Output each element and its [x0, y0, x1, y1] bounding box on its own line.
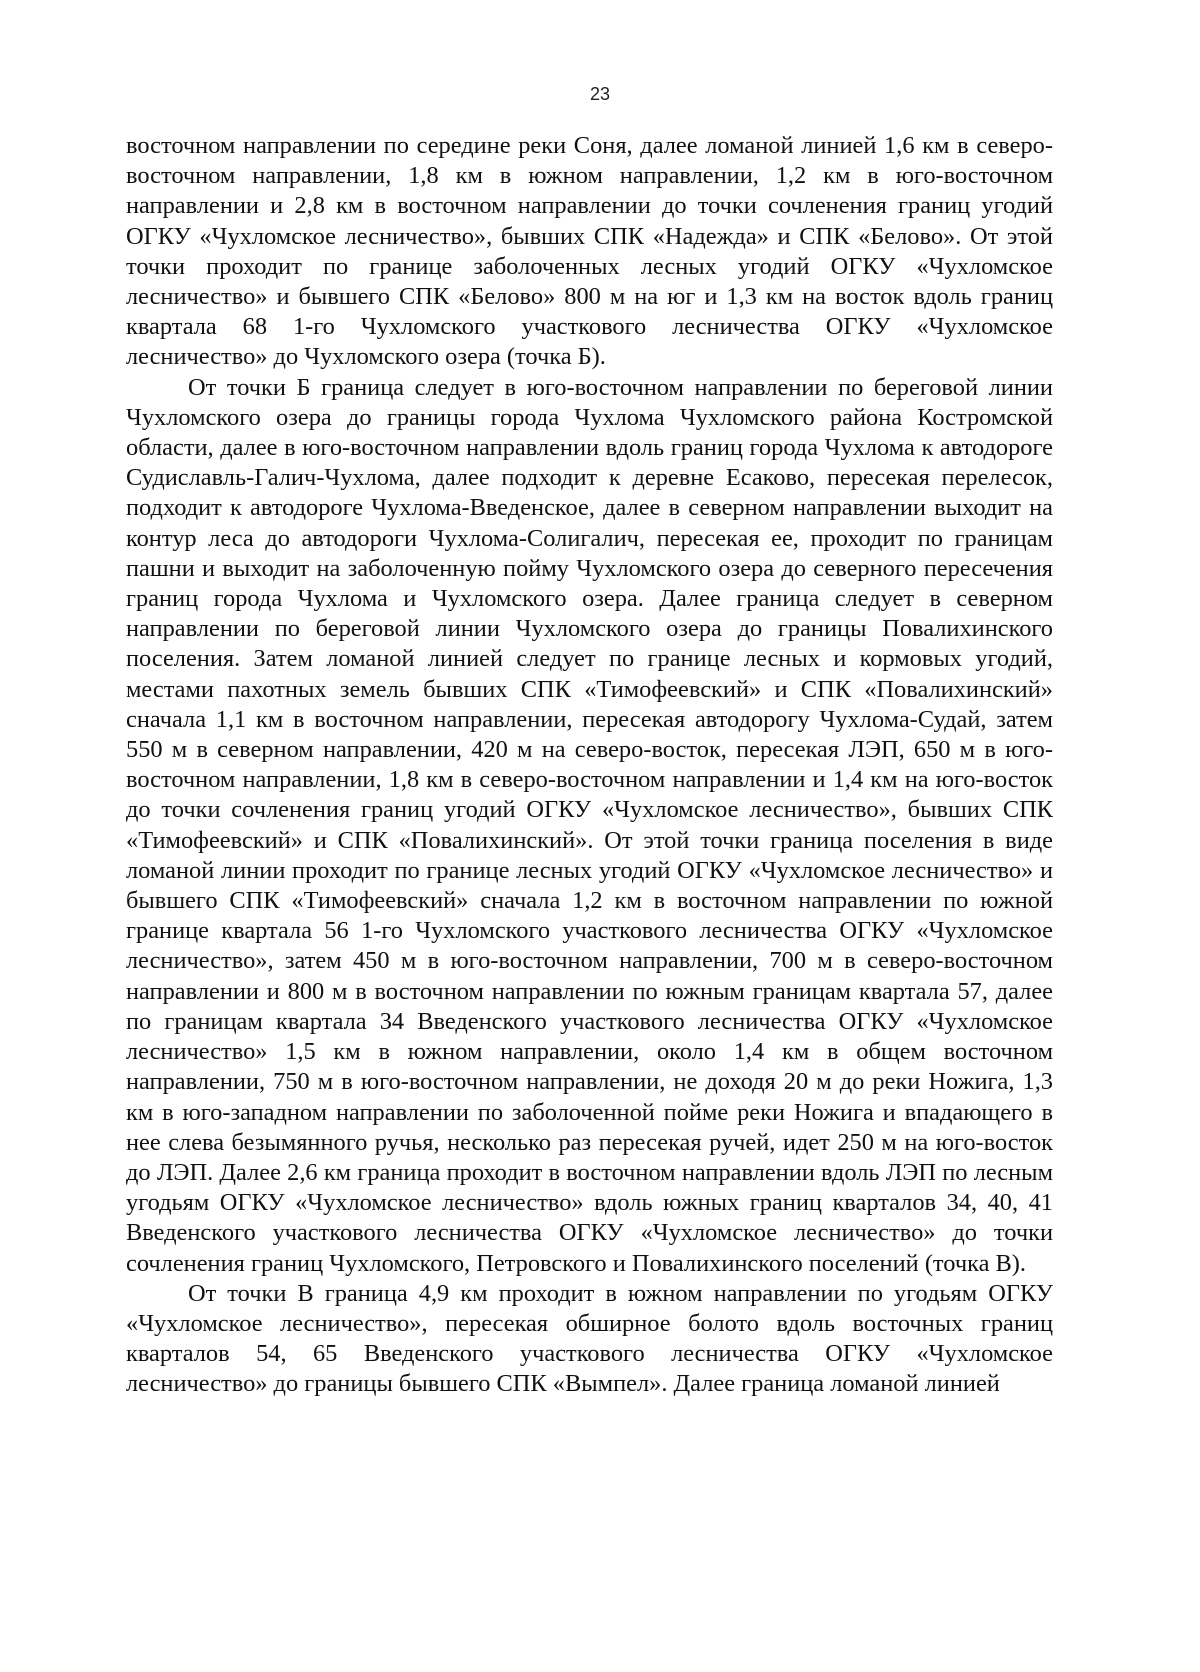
document-body	[126, 131, 1053, 1400]
page-number: 23	[589, 84, 611, 104]
paragraph-1: восточном направлении по середине реки Соня, далее ломаной линией 1,6 км в северо-восточном направлении, 1,8 км в южном направлении, 1,2 км в юго-восточном направлении и 2,8 км в восточном направлении до точки сочленения границ угодий ОГКУ «Чухломское лесничество», бывших СПК «Надежда» и СПК «Белово». От этой точки проходит по границе заболоченных лесных угодий ОГКУ «Чухломское лесничество» и бывшего СПК «Белово» 800 м на юг и 1,3 км на восток вдоль границ квартала 68 1-го Чухломского участкового лесничества ОГКУ «Чухломское лесничество» до Чухломского озера (точка Б).	[126, 132, 1053, 371]
paragraph-2: От точки Б граница следует в юго-восточном направлении по береговой линии Чухломского озера до границы города Чухлома Чухломского района Костромской области, далее в юго-восточном направлении вдоль границ города Чухлома к автодороге Судиславль-Галич-Чухлома, далее подходит к деревне Есаково, пересекая перелесок, подходит к автодороге Чухлома-Введенское, далее в северном направлении выходит на контур леса до автодороги Чухлома-Солигалич, пересекая ее, проходит по границам пашни и выходит на заболоченную пойму Чухломского озера до северного пересечения границ города Чухлома и Чухломского озера. Далее граница следует в северном направлении по береговой линии Чухломского озера до границы Повалихинского поселения. Затем ломаной линией следует по границе лесных и кормовых угодий, местами пахотных земель бывших СПК «Тимофеевский» и СПК «Повалихинский» сначала 1,1 км в восточном направлении, пересекая автодорогу Чухлома-Судай, затем 550 м в северном направлении, 420 м на северо-восток, пересекая ЛЭП, 650 м в юго-восточном направлении, 1,8 км в северо-восточном направлении и 1,4 км на юго-восток до точки сочленения границ угодий ОГКУ «Чухломское лесничество», бывших СПК «Тимофеевский» и СПК «Повалихинский». От этой точки граница поселения в виде ломаной линии проходит по границе лесных угодий ОГКУ «Чухломское лесничество» и бывшего СПК «Тимофеевский» сначала 1,2 км в восточном направлении по южной границе квартала 56 1-го Чухломского участкового лесничества ОГКУ «Чухломское лесничество», затем 450 м в юго-восточном направлении, 700 м в северо-восточном направлении и 800 м в восточном направлении по южным границам квартала 57, далее по границам квартала 34 Введенского участкового лесничества ОГКУ «Чухломское лесничество» 1,5 км в южном направлении, около 1,4 км в общем восточном направлении, 750 м в юго-восточном направлении, не доходя 20 м до реки Ножига, 1,3 км в юго-западном направлении по заболоченной пойме реки Ножига и впадающего в нее слева безымянного ручья, несколько раз пересекая ручей, идет 250 м на юго-восток до ЛЭП. Далее 2,6 км граница проходит в восточном направлении вдоль ЛЭП по лесным угодьям ОГКУ «Чухломское лесничество» вдоль южных границ кварталов 34, 40, 41 Введенского участкового лесничества ОГКУ «Чухломское лесничество» до точки сочленения границ Чухломского, Петровского и Повалихинского поселений (точка В).	[126, 373, 1053, 1277]
paragraph-3: От точки В граница 4,9 км проходит в южном направлении по угодьям ОГКУ «Чухломское лесничество», пересекая обширное болото вдоль восточных границ кварталов 54, 65 Введенского участкового лесничества ОГКУ «Чухломское лесничество» до границы бывшего СПК «Вымпел». Далее граница ломаной линией	[126, 1279, 1053, 1398]
